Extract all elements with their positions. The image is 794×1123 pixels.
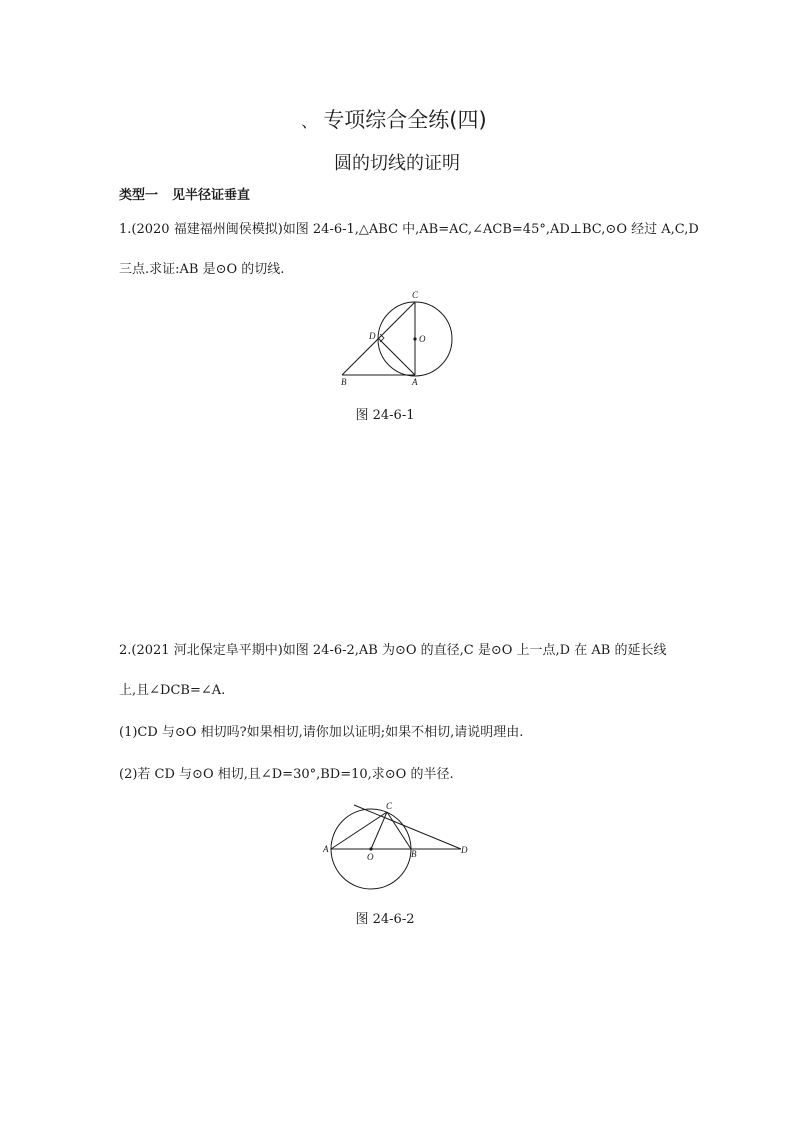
problem2-part2: (2)若 CD 与⊙O 相切,且∠D=30°,BD=10,求⊙O 的半径.	[119, 767, 454, 782]
tangent-line-cd	[354, 805, 461, 849]
center-point-o	[413, 337, 416, 340]
page-title	[0, 104, 794, 134]
problem1-line1: 1.(2020 福建福州闽侯模拟)如图 24-6-1,△ABC 中,AB=AC,∠ACB=45°,AD⊥BC,⊙O 经过 A,C,D	[119, 222, 699, 237]
label-o: O	[419, 334, 426, 344]
label-c: C	[412, 290, 419, 300]
figure-caption-24-6-2: 图 24-6-2	[355, 912, 415, 927]
label-a: A	[412, 377, 418, 387]
section-type-name: 见半径证垂直	[172, 188, 251, 203]
label-b: B	[341, 377, 347, 387]
label-d: D	[461, 845, 468, 855]
title-mark: 、	[301, 112, 318, 131]
page-subtitle: 圆的切线的证明	[334, 153, 460, 174]
label-d: D	[369, 331, 376, 341]
problem2-line1: 2.(2021 河北保定阜平期中)如图 24-6-2,AB 为⊙O 的直径,C 是⊙O 上一点,D 在 AB 的延长线	[119, 643, 667, 658]
problem1-line2: 三点.求证:AB 是⊙O 的切线.	[119, 262, 285, 277]
label-o: O	[367, 852, 374, 862]
problem2-line2: 上,且∠DCB=∠A.	[119, 683, 226, 698]
segment-da	[378, 338, 415, 375]
label-a: A	[323, 844, 329, 854]
section-heading	[119, 184, 250, 203]
center-point-o	[369, 847, 372, 850]
label-b: B	[411, 849, 417, 859]
figure-24-6-1	[330, 288, 465, 388]
segment-cb	[387, 812, 411, 849]
problem2-part1: (1)CD 与⊙O 相切吗?如果相切,请你加以证明;如果不相切,请说明理由.	[119, 725, 524, 740]
figure-caption-24-6-1: 图 24-6-1	[355, 408, 415, 423]
figure-24-6-2	[318, 798, 476, 898]
title-text: 专项综合全练(四)	[323, 108, 487, 132]
section-type-label: 类型一	[119, 188, 159, 203]
label-c: C	[386, 801, 393, 811]
